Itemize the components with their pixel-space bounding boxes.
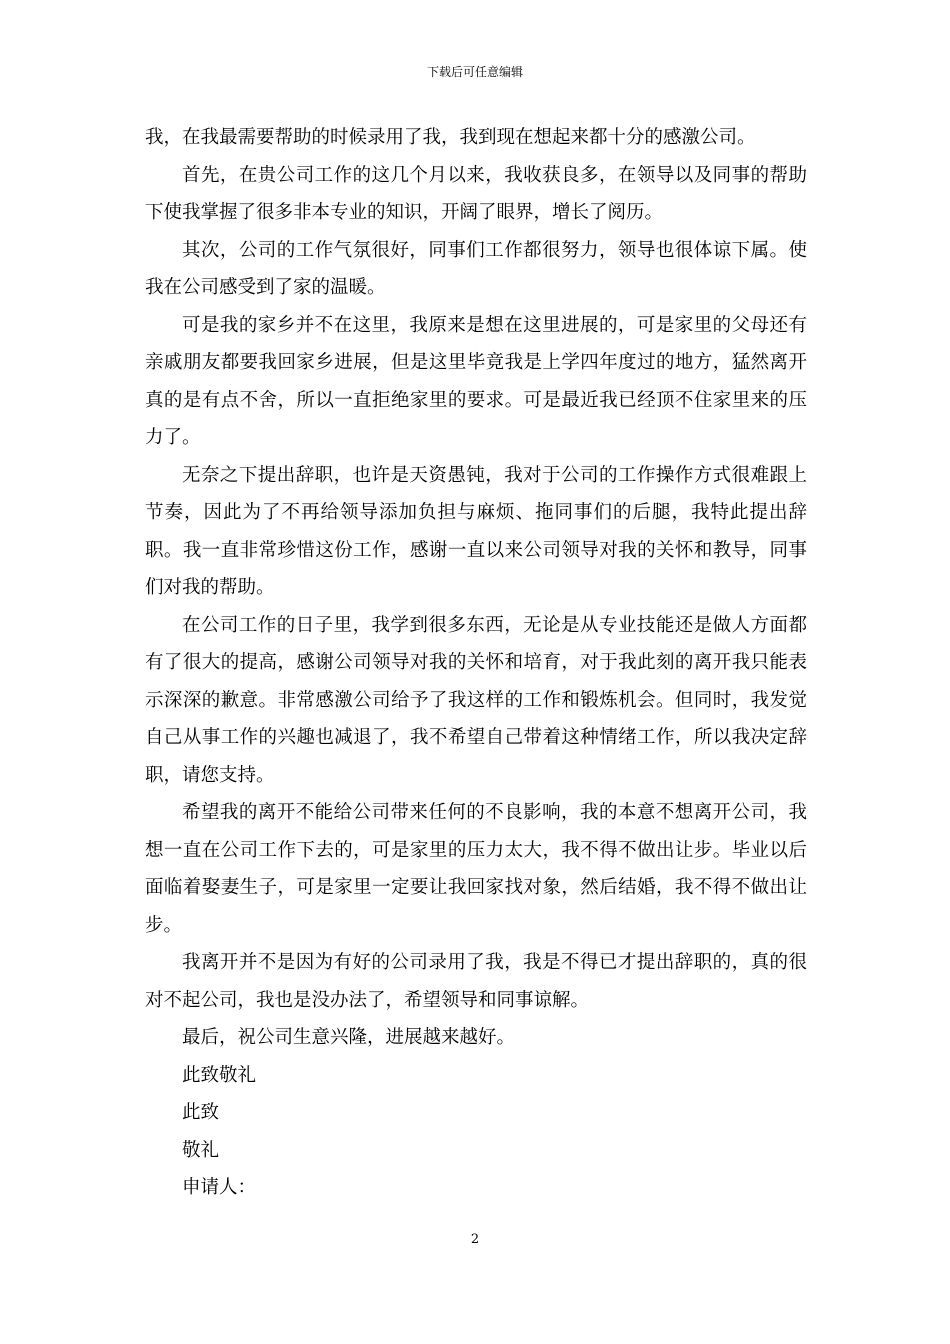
applicant-signature-label: 申请人： [182, 1177, 257, 1198]
paragraph-hope: 希望我的离开不能给公司带来任何的不良影响，我的本意不想离开公司，我想一直在公司工作下去的，可是家里的压力太大，我不得不做出让步。毕业以后面临着娶妻生子，可是家里一定要让我回家找对象，然后结婚，我不得不做出让步。 [145, 802, 807, 936]
closing-salutation-line2: 敬礼 [182, 1139, 220, 1161]
paragraph-gratitude: 在公司工作的日子里，我学到很多东西，无论是从专业技能还是做人方面都有了很大的提高，感谢公司领导对我的关怀和培育，对于我此刻的离开我只能表示深深的歉意。非常感激公司给予了我这样的工作和锻炼机会。但同时，我发觉自己从事工作的兴趣也减退了，我不希望自己带着这种情绪工作，所以我决定辞职，请您支持。 [145, 614, 807, 786]
paragraph-apology: 我离开并不是因为有好的公司录用了我，我是不得已才提出辞职的，真的很对不起公司，我也是没办法了，希望领导和同事谅解。 [145, 952, 807, 1011]
paragraph-resignation-reason: 无奈之下提出辞职，也许是天资愚钝，我对于公司的工作操作方式很难跟上节奏，因此为了不再给领导添加负担与麻烦、拖同事们的后腿，我特此提出辞职。我一直非常珍惜这份工作，感谢一直以来公司领导对我的关怀和教导，同事们对我的帮助。 [145, 464, 807, 598]
paragraph-wishes: 最后，祝公司生意兴隆，进展越来越好。 [182, 1027, 516, 1048]
page-header-note: 下载后可任意编辑 [426, 65, 523, 79]
paragraph-first: 首先，在贵公司工作的这几个月以来，我收获良多，在领导以及同事的帮助下使我掌握了很多非本专业的知识，开阔了眼界，增长了阅历。 [145, 164, 807, 223]
closing-salutation-line1: 此致 [182, 1102, 220, 1123]
paragraph-second: 其次，公司的工作气氛很好，同事们工作都很努力，领导也很体谅下属。使我在公司感受到了家的温暖。 [145, 239, 807, 298]
closing-salutation-combined: 此致敬礼 [182, 1064, 257, 1086]
paragraph-hometown: 可是我的家乡并不在这里，我原来是想在这里进展的，可是家里的父母还有亲戚朋友都要我回家乡进展，但是这里毕竟我是上学四年度过的地方，猛然离开真的是有点不舍，所以一直拒绝家里的要求。可是最近我已经顶不住家里来的压力了。 [145, 314, 807, 448]
document-body [145, 119, 807, 1207]
paragraph-continuation: 我，在我最需要帮助的时候录用了我，我到现在想起来都十分的感激公司。 [145, 127, 756, 148]
page-number: 2 [470, 1232, 480, 1247]
